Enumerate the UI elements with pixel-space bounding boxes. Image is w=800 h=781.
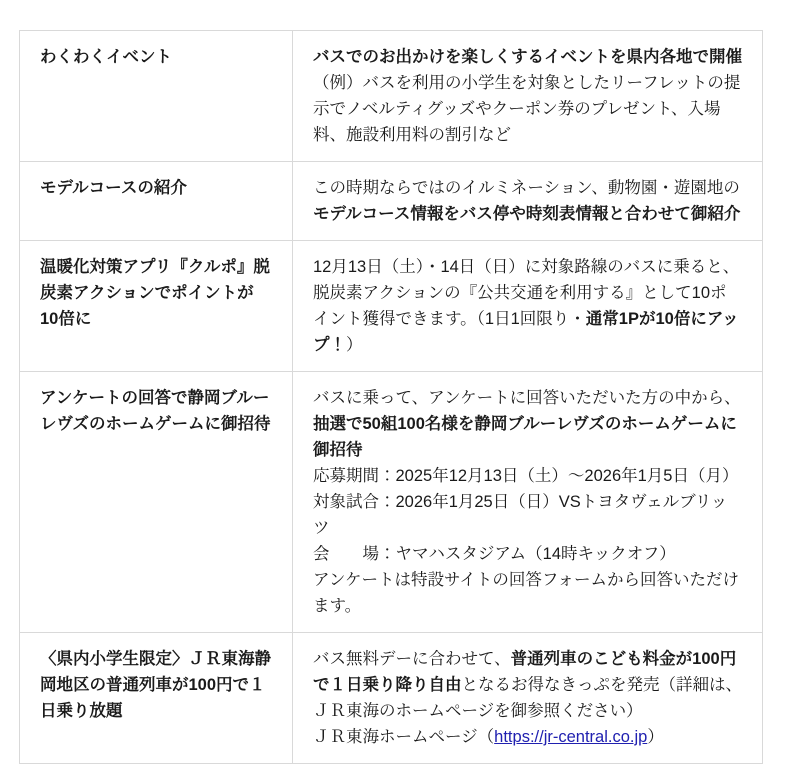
event-description xyxy=(293,372,763,633)
text-segment: バスに乗って、アンケートに回答いただいた方の中から、 xyxy=(313,389,741,407)
bold-text-segment: モデルコース情報をバス停や時刻表情報と合わせて御紹介 xyxy=(313,205,741,223)
table-row-blue-revs-invite xyxy=(20,372,763,633)
event-title: 温暖化対策アプリ『クルポ』脱炭素アクションでポイントが10倍に xyxy=(20,241,293,372)
table-row-kurupo-points xyxy=(20,241,763,372)
table-row-wakuwaku-event xyxy=(20,31,763,162)
event-title: モデルコースの紹介 xyxy=(20,162,293,241)
text-segment: ） xyxy=(647,728,664,746)
bold-text-segment: 抽選で50組100名様を静岡ブルーレヴズのホームゲームに御招待 xyxy=(313,415,737,459)
text-segment: （例）バスを利用の小学生を対象としたリーフレットの提示でノベルティグッズやクーポン券のプレゼント、入場料、施設利用料の割引など xyxy=(313,74,741,144)
table-row-jr-tokai-pass xyxy=(20,633,763,764)
text-segment: 応募期間：2025年12月13日（土）～2026年1月5日（月） xyxy=(313,467,739,485)
event-description xyxy=(293,241,763,372)
events-table xyxy=(19,30,763,764)
event-title: わくわくイベント xyxy=(20,31,293,162)
jr-central-link[interactable]: https://jr-central.co.jp xyxy=(494,728,648,746)
text-segment: この時期ならではのイルミネーション、動物園・遊園地の xyxy=(313,179,740,197)
bold-text-segment: 通常1Pが10倍にアップ！ xyxy=(313,310,739,354)
bold-text-segment: 普通列車のこども料金が100円で１日乗り降り自由 xyxy=(313,650,737,694)
event-description xyxy=(293,31,763,162)
text-segment: バス無料デーに合わせて、 xyxy=(313,650,511,668)
event-title: 〈県内小学生限定〉ＪＲ東海静岡地区の普通列車が100円で１日乗り放題 xyxy=(20,633,293,764)
event-title: アンケートの回答で静岡ブルーレヴズのホームゲームに御招待 xyxy=(20,372,293,633)
text-segment: となるお得なきっぷを発売（詳細は、ＪＲ東海のホームページを御参照ください） xyxy=(313,676,742,720)
text-segment: 対象試合：2026年1月25日（日）VSトヨタヴェルブリッツ xyxy=(313,493,728,537)
text-segment: 12月13日（土）・14日（日）に対象路線のバスに乗ると、脱炭素アクションの『公共交通を利用する』として10ポイント獲得できます。（1日1回限り・ xyxy=(313,258,740,328)
bold-text-segment: バスでのお出かけを楽しくするイベントを県内各地で開催 xyxy=(313,48,742,66)
text-segment: ） xyxy=(346,336,363,354)
text-segment: ＪＲ東海ホームページ（ xyxy=(313,728,495,746)
text-segment: 会 場：ヤマハスタジアム（14時キックオフ） xyxy=(313,545,676,563)
event-description xyxy=(293,162,763,241)
event-description xyxy=(293,633,763,764)
text-segment: アンケートは特設サイトの回答フォームから回答いただけます。 xyxy=(313,571,740,615)
table-row-model-course xyxy=(20,162,763,241)
